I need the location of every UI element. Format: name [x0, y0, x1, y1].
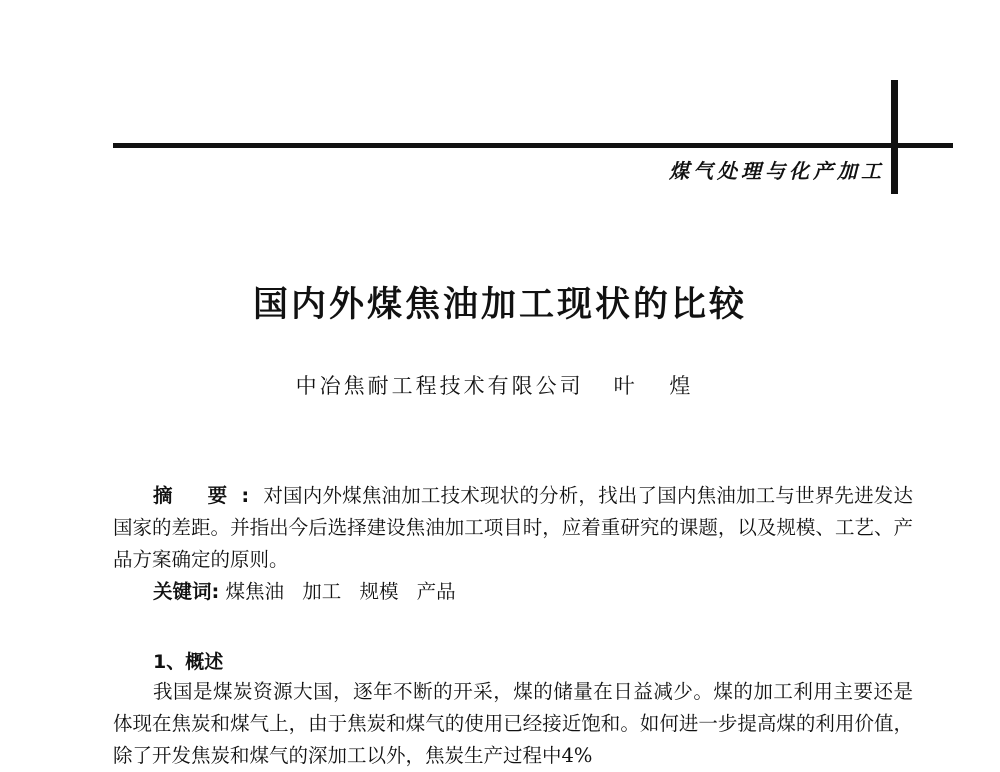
author-name: 叶 煌: [613, 374, 705, 398]
section-heading: 1、概述: [153, 651, 224, 673]
keyword-item: 规模: [359, 580, 399, 603]
organization: 中冶焦耐工程技术有限公司: [295, 374, 584, 398]
abstract-paragraph: [113, 480, 913, 576]
header-rule: [113, 143, 953, 148]
journal-section-title: 煤气处理与化产加工: [669, 159, 885, 183]
paper-title: 国内外煤焦油加工现状的比较: [252, 284, 747, 325]
keywords-line: [153, 576, 468, 608]
keyword-item: 加工: [302, 580, 342, 603]
abstract-text: 对国内外煤焦油加工技术现状的分析，找出了国内焦油加工与世界先进发达国家的差距。并指出今后选择建设焦油加工项目时，应着重研究的课题，以及规模、工艺、产品方案确定的原则。: [113, 484, 913, 571]
section-body-paragraph: 我国是煤炭资源大国，逐年不断的开采，煤的储量在日益减少。煤的加工利用主要还是体现在焦炭和煤气上，由于焦炭和煤气的使用已经接近饱和。如何进一步提高煤的利用价值，除了开发焦炭和煤气的深加工以外，焦炭生产过程中4%: [113, 680, 913, 767]
header-vertical-bar: [891, 80, 898, 194]
keyword-item: 煤焦油: [225, 580, 285, 603]
keyword-item: 产品: [416, 580, 456, 603]
affiliation-line: [0, 370, 1000, 400]
abstract-label: 摘 要:: [153, 484, 264, 507]
keywords-label: 关键词:: [153, 580, 220, 603]
